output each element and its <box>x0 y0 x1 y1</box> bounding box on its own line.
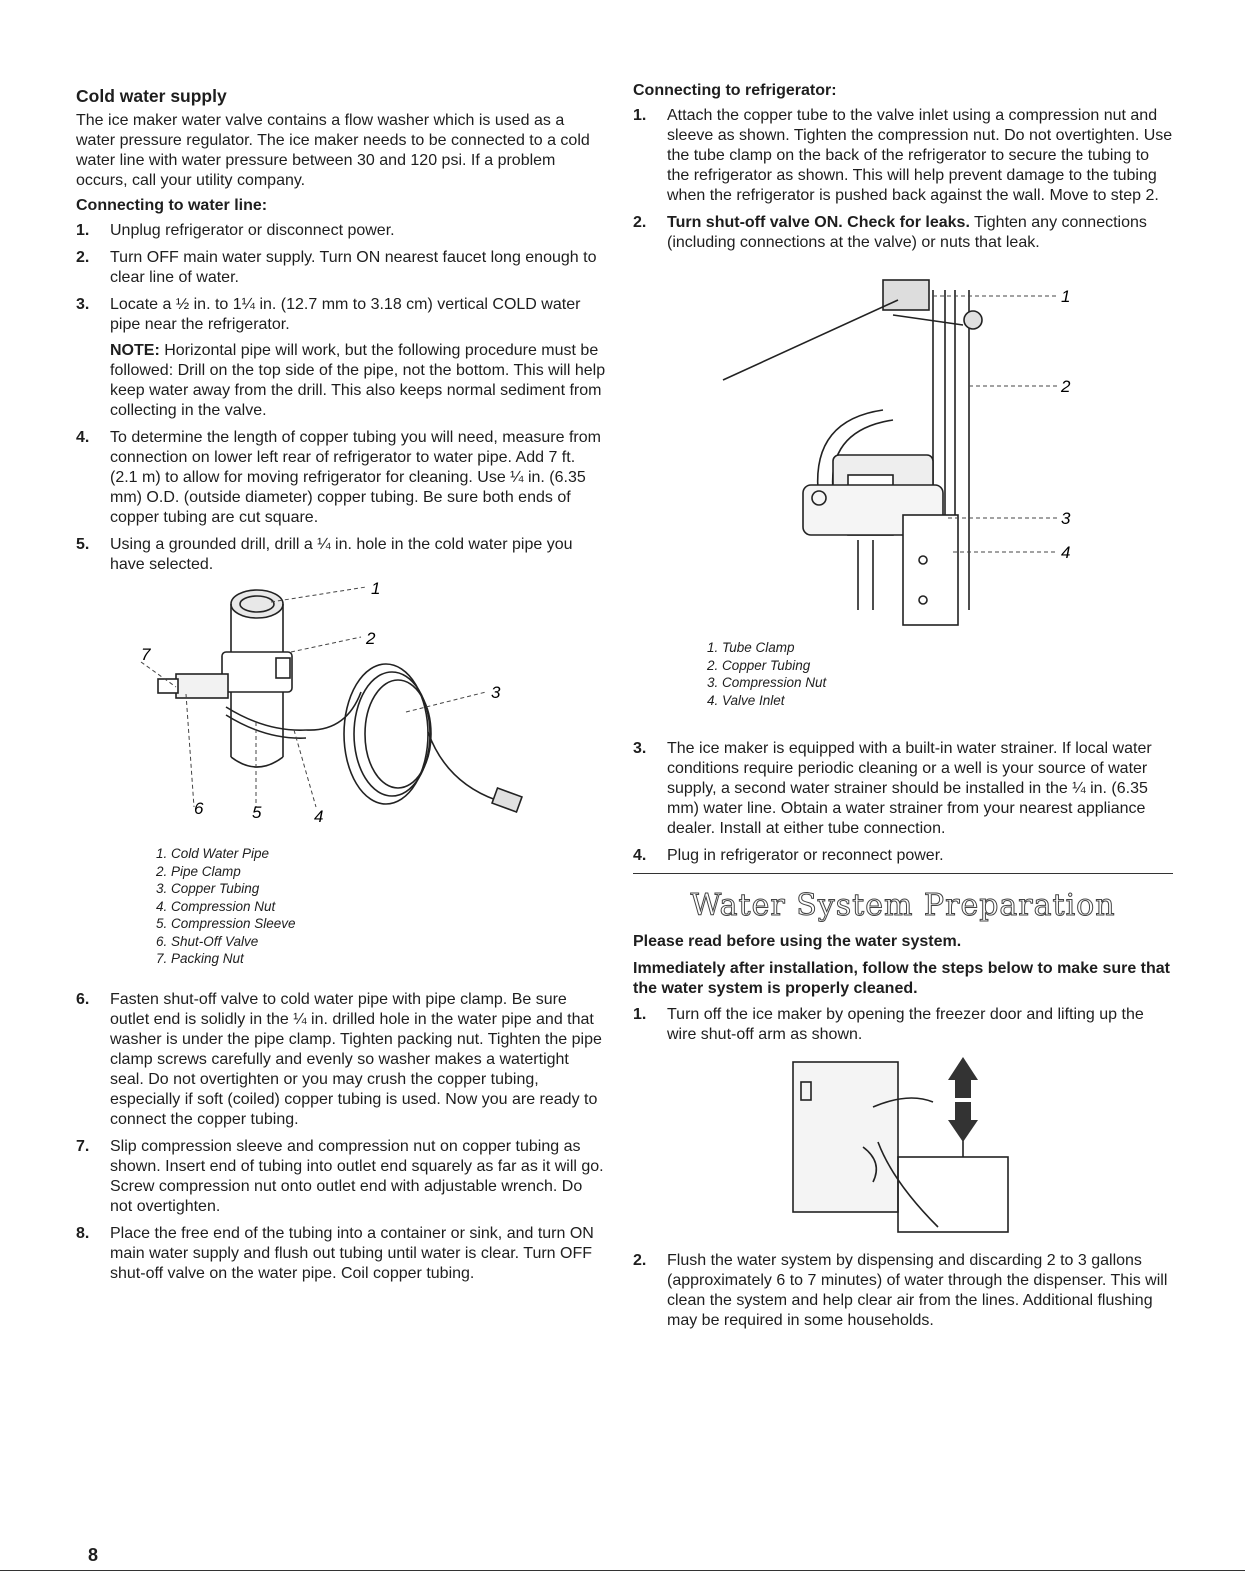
figure-label: 2 <box>366 629 376 648</box>
immediately-notice: Immediately after installation, follow the steps below to make sure that the water system is properly cleaned. <box>633 960 1171 997</box>
step-number: 1. <box>76 222 90 239</box>
figure-label: 4 <box>1061 543 1071 562</box>
step-text: Tighten any connections (including connections at the valve) or nuts that leak. <box>667 214 1147 251</box>
list-item <box>76 535 606 575</box>
step-text: Turn off the ice maker by opening the freezer door and lifting up the wire shut-off arm as shown. <box>667 1006 1144 1043</box>
section-title: Water System Preparation <box>690 888 1116 923</box>
step-number: 3. <box>76 296 90 313</box>
caption-item: 4. Compression Nut <box>156 898 276 914</box>
list-item <box>633 213 1173 253</box>
step-number: 2. <box>76 249 90 266</box>
list-item <box>633 846 1173 866</box>
caption-item: 7. Packing Nut <box>156 951 244 966</box>
figure-label: 1 <box>371 582 381 598</box>
pipe-valve-illustration <box>76 582 546 837</box>
list-item <box>633 106 1173 206</box>
step-text: The ice maker is equipped with a built-in water strainer. If local water conditions require periodic cleaning or a well is your source of water supply, a second water strainer should be installed in the ¼ in. (6.35 mm) water line. Obtain a water strainer from your nearest appliance dealer. Install at either tube connection. <box>667 740 1152 837</box>
caption-item: 1. Cold Water Pipe <box>156 846 270 861</box>
step-number: 1. <box>633 107 647 124</box>
step-text: Slip compression sleeve and compression nut on copper tubing as shown. Insert end of tubing into outlet end squarely as far as it will go. Screw compression nut onto outlet end with adjustable wrench. Do not overtighten. <box>110 1137 604 1215</box>
subheading: Connecting to refrigerator: <box>633 82 837 99</box>
step-text: To determine the length of copper tubing you will need, measure from connection on lower left rear of refrigerator to water pipe. Add 7 ft. (2.1 m) to allow for moving refrigerator for cleaning. Use ¼ in. (6.35 mm) O.D. (outside diameter) copper tubing. Be sure both ends of copper tubing are cut square. <box>110 429 601 526</box>
step-number: 5. <box>76 536 90 553</box>
step-text: Plug in refrigerator or reconnect power. <box>667 847 944 864</box>
caption-item: 4. Valve Inlet <box>707 692 785 708</box>
note-label: NOTE: <box>110 342 160 359</box>
list-item <box>76 1224 606 1284</box>
caption-item: 3. Compression Nut <box>707 675 827 690</box>
water-line-figure <box>76 582 606 837</box>
list-item <box>76 295 606 421</box>
step-text: Place the free end of the tubing into a container or sink, and turn ON main water supply and flush out tubing until water is clear. Turn OFF shut-off valve on the water pipe. Coil copper tubing. <box>110 1224 594 1282</box>
read-before-notice: Please read before using the water system. <box>633 933 962 950</box>
figure-label: 3 <box>1061 509 1071 528</box>
step-number: 7. <box>76 1137 90 1155</box>
ice-maker-illustration <box>633 1052 1173 1247</box>
refrigerator-connection-figure <box>633 260 1173 655</box>
list-item <box>633 1251 1173 1331</box>
step-number: 6. <box>76 990 90 1008</box>
step-list <box>633 739 1173 866</box>
step-number: 1. <box>633 1006 647 1023</box>
step-number: 2. <box>633 1252 647 1269</box>
step-text: Using a grounded drill, drill a ¼ in. hole in the cold water pipe you have selected. <box>110 536 573 573</box>
step-text: Flush the water system by dispensing and discarding 2 to 3 gallons (approximately 6 to 7 minutes) of water through the dispenser. This will clean the system and help clear air from the lines. Additional flushing may be required in some households. <box>667 1252 1168 1329</box>
note-text: Horizontal pipe will work, but the following procedure must be followed: Drill on the top side of the pipe, not the bottom. This will help keep water away from the drill. This also keeps normal sediment from collecting in the valve. <box>110 342 606 419</box>
figure-label: 7 <box>141 645 151 664</box>
step-list <box>633 1251 1173 1331</box>
section-divider <box>633 873 1173 874</box>
step-text: Attach the copper tube to the valve inlet using a compression nut and sleeve as shown. Tighten the compression nut. Do not overtighten. Use the tube clamp on the back of the refrigerator to secure the tubing to the refrigerator as shown. This will help prevent damage to the tubing when the refrigerator is pushed back against the wall. Move to step 2. <box>667 107 1173 204</box>
subheading: Connecting to water line: <box>76 197 268 214</box>
step-text: Turn OFF main water supply. Turn ON nearest faucet long enough to clear line of water. <box>110 249 597 286</box>
figure-label: 2 <box>1061 377 1071 396</box>
page-number: 8 <box>88 1545 99 1565</box>
list-item <box>76 248 606 288</box>
note <box>110 341 606 421</box>
step-list <box>633 1005 1173 1045</box>
footer-rule <box>0 1570 1245 1571</box>
step-text: Fasten shut-off valve to cold water pipe with pipe clamp. Be sure outlet end is solidly in the ¼ in. drilled hole in the water pipe and that washer is under the pipe clamp. Tighten packing nut. Tighten the pipe clamp screws carefully and evenly so washer makes a watertight seal. Do not overtighten or you may crush the copper tubing, especially if soft (coiled) copper tubing is used. Now you are ready to connect the copper tubing. <box>110 990 602 1128</box>
caption-item: 2. Copper Tubing <box>707 657 811 673</box>
up-arrow-icon <box>948 1057 978 1098</box>
step-number: 8. <box>76 1224 90 1242</box>
step-bold-text: Turn shut-off valve ON. Check for leaks. <box>667 214 970 231</box>
caption-item: 6. Shut-Off Valve <box>156 933 259 949</box>
step-text: Locate a ½ in. to 1¼ in. (12.7 mm to 3.18 cm) vertical COLD water pipe near the refrigerator. <box>110 296 581 333</box>
step-list <box>633 106 1173 253</box>
intro-paragraph: The ice maker water valve contains a flow washer which is used as a water pressure regulator. The ice maker needs to be connected to a cold water line with water pressure between 30 and 120 psi. If a problem occurs, call your utility company. <box>76 112 590 189</box>
caption-item: 5. Compression Sleeve <box>156 916 296 931</box>
caption-item: 2. Pipe Clamp <box>156 863 241 879</box>
caption-item: 1. Tube Clamp <box>707 640 795 655</box>
step-text: Unplug refrigerator or disconnect power. <box>110 222 395 239</box>
section-heading: Cold water supply <box>76 86 227 106</box>
step-list <box>76 221 606 575</box>
down-arrow-icon <box>948 1102 978 1142</box>
right-column <box>633 82 1173 1338</box>
step-number: 2. <box>633 214 647 231</box>
figure-label: 3 <box>491 683 501 702</box>
step-number: 3. <box>633 740 647 757</box>
figure-caption <box>156 845 606 968</box>
list-item <box>633 1005 1173 1045</box>
list-item <box>76 428 606 528</box>
valve-inlet-illustration <box>633 260 1173 655</box>
left-column <box>76 82 606 1291</box>
caption-item: 3. Copper Tubing <box>156 881 260 896</box>
step-number: 4. <box>76 429 90 446</box>
figure-label: 5 <box>252 803 262 822</box>
figure-label: 6 <box>194 799 204 818</box>
list-item <box>76 1137 606 1217</box>
step-number: 4. <box>633 847 647 864</box>
figure-label: 1 <box>1061 287 1071 306</box>
ice-maker-figure <box>633 1052 1173 1247</box>
list-item <box>76 221 606 241</box>
list-item <box>633 739 1173 839</box>
list-item <box>76 990 606 1130</box>
figure-label: 4 <box>314 807 324 826</box>
step-list <box>76 990 606 1284</box>
